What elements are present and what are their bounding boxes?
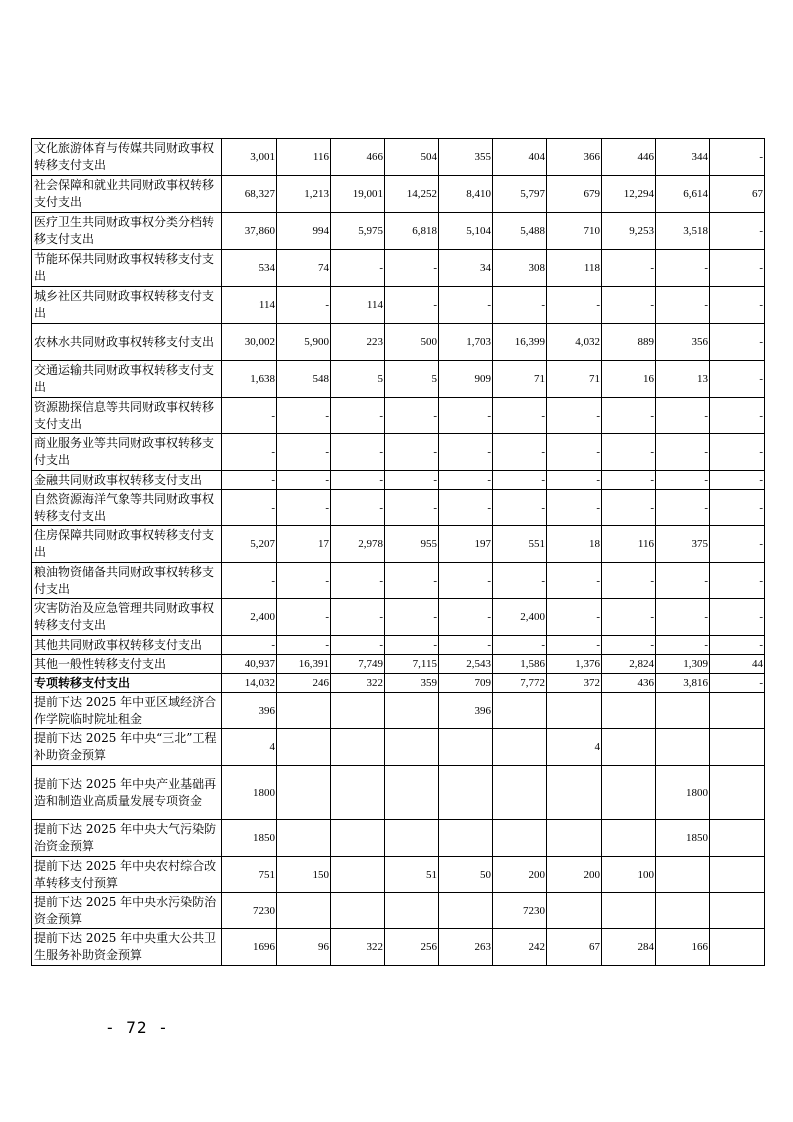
value-cell: 5,797 bbox=[493, 176, 547, 213]
value-cell bbox=[439, 893, 493, 929]
value-cell: 5,900 bbox=[277, 324, 331, 361]
value-cell: - bbox=[331, 636, 385, 655]
value-cell: 994 bbox=[277, 213, 331, 250]
table-row bbox=[32, 526, 765, 563]
value-cell: - bbox=[710, 599, 765, 636]
value-cell: - bbox=[385, 636, 439, 655]
value-cell: 5,488 bbox=[493, 213, 547, 250]
value-cell: - bbox=[439, 490, 493, 526]
row-label: 提前下达 2025 年中亚区域经济合作学院临时院址租金 bbox=[32, 693, 222, 729]
value-cell bbox=[277, 820, 331, 857]
value-cell: 7230 bbox=[222, 893, 277, 929]
value-cell: - bbox=[602, 434, 656, 471]
value-cell: - bbox=[710, 636, 765, 655]
value-cell: 1800 bbox=[656, 766, 710, 820]
value-cell: 96 bbox=[277, 929, 331, 966]
value-cell: - bbox=[439, 434, 493, 471]
row-label: 提前下达 2025 年中央“三北”工程补助资金预算 bbox=[32, 729, 222, 766]
value-cell: 4 bbox=[547, 729, 602, 766]
value-cell: - bbox=[277, 434, 331, 471]
value-cell: 534 bbox=[222, 250, 277, 287]
table-row bbox=[32, 766, 765, 820]
row-label: 住房保障共同财政事权转移支付支出 bbox=[32, 526, 222, 563]
value-cell: - bbox=[385, 563, 439, 599]
value-cell bbox=[277, 693, 331, 729]
table-row bbox=[32, 599, 765, 636]
row-label: 提前下达 2025 年中央水污染防治资金预算 bbox=[32, 893, 222, 929]
value-cell: - bbox=[602, 599, 656, 636]
value-cell bbox=[710, 820, 765, 857]
value-cell: - bbox=[277, 471, 331, 490]
row-label: 粮油物资储备共同财政事权转移支付支出 bbox=[32, 563, 222, 599]
value-cell: - bbox=[385, 434, 439, 471]
value-cell: 51 bbox=[385, 857, 439, 893]
value-cell: - bbox=[222, 398, 277, 434]
value-cell: 2,400 bbox=[222, 599, 277, 636]
value-cell: - bbox=[439, 398, 493, 434]
value-cell: 709 bbox=[439, 674, 493, 693]
value-cell: - bbox=[547, 490, 602, 526]
value-cell: - bbox=[493, 490, 547, 526]
value-cell: - bbox=[331, 250, 385, 287]
page-number: - 72 - bbox=[105, 1018, 169, 1037]
value-cell: 500 bbox=[385, 324, 439, 361]
value-cell: 223 bbox=[331, 324, 385, 361]
value-cell: 246 bbox=[277, 674, 331, 693]
value-cell: 200 bbox=[547, 857, 602, 893]
value-cell: 13 bbox=[656, 361, 710, 398]
value-cell: 14,252 bbox=[385, 176, 439, 213]
value-cell: 344 bbox=[656, 139, 710, 176]
value-cell: - bbox=[493, 398, 547, 434]
value-cell bbox=[331, 693, 385, 729]
row-label: 医疗卫生共同财政事权分类分档转移支付支出 bbox=[32, 213, 222, 250]
value-cell: 1696 bbox=[222, 929, 277, 966]
table-row bbox=[32, 674, 765, 693]
row-label: 金融共同财政事权转移支付支出 bbox=[32, 471, 222, 490]
row-label: 自然资源海洋气象等共同财政事权转移支付支出 bbox=[32, 490, 222, 526]
table-body bbox=[32, 139, 765, 966]
value-cell bbox=[656, 857, 710, 893]
value-cell: 40,937 bbox=[222, 655, 277, 674]
value-cell: 37,860 bbox=[222, 213, 277, 250]
value-cell: 3,518 bbox=[656, 213, 710, 250]
value-cell bbox=[331, 729, 385, 766]
row-label: 提前下达 2025 年中央重大公共卫生服务补助资金预算 bbox=[32, 929, 222, 966]
value-cell: 114 bbox=[331, 287, 385, 324]
value-cell: 2,824 bbox=[602, 655, 656, 674]
value-cell: 308 bbox=[493, 250, 547, 287]
value-cell: - bbox=[331, 398, 385, 434]
value-cell: 17 bbox=[277, 526, 331, 563]
value-cell: 356 bbox=[656, 324, 710, 361]
value-cell: - bbox=[222, 636, 277, 655]
value-cell: - bbox=[547, 471, 602, 490]
value-cell: 6,614 bbox=[656, 176, 710, 213]
value-cell: 67 bbox=[547, 929, 602, 966]
value-cell: - bbox=[710, 490, 765, 526]
value-cell: - bbox=[602, 636, 656, 655]
value-cell: 355 bbox=[439, 139, 493, 176]
value-cell: 1800 bbox=[222, 766, 277, 820]
value-cell: - bbox=[439, 287, 493, 324]
value-cell: - bbox=[602, 490, 656, 526]
value-cell: 446 bbox=[602, 139, 656, 176]
value-cell bbox=[331, 766, 385, 820]
table-row bbox=[32, 361, 765, 398]
value-cell: 359 bbox=[385, 674, 439, 693]
value-cell: 6,818 bbox=[385, 213, 439, 250]
value-cell: 1,213 bbox=[277, 176, 331, 213]
value-cell: - bbox=[656, 599, 710, 636]
value-cell: 12,294 bbox=[602, 176, 656, 213]
value-cell: 2,400 bbox=[493, 599, 547, 636]
value-cell bbox=[493, 766, 547, 820]
value-cell bbox=[547, 820, 602, 857]
value-cell: - bbox=[547, 398, 602, 434]
value-cell: 5 bbox=[331, 361, 385, 398]
row-label: 提前下达 2025 年中央产业基础再造和制造业高质量发展专项资金 bbox=[32, 766, 222, 820]
value-cell bbox=[385, 820, 439, 857]
value-cell: 889 bbox=[602, 324, 656, 361]
value-cell bbox=[710, 729, 765, 766]
value-cell: 504 bbox=[385, 139, 439, 176]
value-cell bbox=[331, 893, 385, 929]
value-cell: 404 bbox=[493, 139, 547, 176]
value-cell bbox=[710, 929, 765, 966]
value-cell: 710 bbox=[547, 213, 602, 250]
value-cell bbox=[547, 893, 602, 929]
value-cell bbox=[277, 766, 331, 820]
value-cell: - bbox=[439, 636, 493, 655]
value-cell bbox=[710, 693, 765, 729]
value-cell: - bbox=[331, 490, 385, 526]
value-cell: - bbox=[222, 490, 277, 526]
value-cell: - bbox=[385, 599, 439, 636]
value-cell: - bbox=[710, 434, 765, 471]
value-cell: 5,207 bbox=[222, 526, 277, 563]
value-cell bbox=[493, 729, 547, 766]
value-cell: - bbox=[439, 599, 493, 636]
value-cell: - bbox=[710, 250, 765, 287]
row-label: 农林水共同财政事权转移支付支出 bbox=[32, 324, 222, 361]
table-row bbox=[32, 857, 765, 893]
value-cell: 4,032 bbox=[547, 324, 602, 361]
value-cell bbox=[547, 766, 602, 820]
value-cell: 5,975 bbox=[331, 213, 385, 250]
value-cell: 1,703 bbox=[439, 324, 493, 361]
value-cell: 551 bbox=[493, 526, 547, 563]
row-label: 社会保障和就业共同财政事权转移支付支出 bbox=[32, 176, 222, 213]
value-cell: 1,638 bbox=[222, 361, 277, 398]
table-row bbox=[32, 929, 765, 966]
value-cell: 7,749 bbox=[331, 655, 385, 674]
value-cell: 955 bbox=[385, 526, 439, 563]
value-cell: - bbox=[710, 526, 765, 563]
value-cell: 200 bbox=[493, 857, 547, 893]
table-row bbox=[32, 655, 765, 674]
value-cell: 2,978 bbox=[331, 526, 385, 563]
value-cell bbox=[277, 893, 331, 929]
value-cell: 396 bbox=[222, 693, 277, 729]
value-cell: - bbox=[277, 563, 331, 599]
value-cell: 116 bbox=[602, 526, 656, 563]
value-cell: 2,543 bbox=[439, 655, 493, 674]
value-cell: - bbox=[602, 287, 656, 324]
value-cell: - bbox=[656, 490, 710, 526]
value-cell: - bbox=[710, 563, 765, 599]
value-cell bbox=[656, 729, 710, 766]
transfer-payment-table bbox=[31, 138, 765, 966]
value-cell: 166 bbox=[656, 929, 710, 966]
value-cell: 34 bbox=[439, 250, 493, 287]
value-cell: - bbox=[710, 674, 765, 693]
value-cell: - bbox=[656, 636, 710, 655]
value-cell: 16,391 bbox=[277, 655, 331, 674]
value-cell: 16 bbox=[602, 361, 656, 398]
value-cell: - bbox=[439, 471, 493, 490]
value-cell: - bbox=[331, 434, 385, 471]
value-cell: 1850 bbox=[656, 820, 710, 857]
value-cell: 19,001 bbox=[331, 176, 385, 213]
row-label: 其他共同财政事权转移支付支出 bbox=[32, 636, 222, 655]
value-cell: - bbox=[385, 287, 439, 324]
value-cell bbox=[385, 766, 439, 820]
value-cell: - bbox=[602, 250, 656, 287]
value-cell: 7,772 bbox=[493, 674, 547, 693]
value-cell: - bbox=[656, 471, 710, 490]
row-label: 灾害防治及应急管理共同财政事权转移支付支出 bbox=[32, 599, 222, 636]
value-cell: - bbox=[547, 636, 602, 655]
value-cell: 375 bbox=[656, 526, 710, 563]
value-cell: - bbox=[493, 434, 547, 471]
table-row bbox=[32, 434, 765, 471]
value-cell: 322 bbox=[331, 929, 385, 966]
value-cell: 7,115 bbox=[385, 655, 439, 674]
value-cell: 100 bbox=[602, 857, 656, 893]
value-cell: 751 bbox=[222, 857, 277, 893]
value-cell: - bbox=[710, 139, 765, 176]
row-label: 文化旅游体育与传媒共同财政事权转移支付支出 bbox=[32, 139, 222, 176]
value-cell: - bbox=[710, 287, 765, 324]
value-cell: - bbox=[547, 434, 602, 471]
value-cell: 114 bbox=[222, 287, 277, 324]
table-row bbox=[32, 398, 765, 434]
value-cell: - bbox=[331, 563, 385, 599]
value-cell: - bbox=[222, 471, 277, 490]
value-cell: 1850 bbox=[222, 820, 277, 857]
value-cell: - bbox=[656, 563, 710, 599]
value-cell: - bbox=[277, 599, 331, 636]
value-cell: - bbox=[222, 434, 277, 471]
row-label: 商业服务业等共同财政事权转移支付支出 bbox=[32, 434, 222, 471]
table-row bbox=[32, 563, 765, 599]
value-cell: 263 bbox=[439, 929, 493, 966]
value-cell: 7230 bbox=[493, 893, 547, 929]
value-cell: 71 bbox=[547, 361, 602, 398]
value-cell: 372 bbox=[547, 674, 602, 693]
value-cell bbox=[493, 693, 547, 729]
row-label: 资源勘探信息等共同财政事权转移支付支出 bbox=[32, 398, 222, 434]
value-cell: 71 bbox=[493, 361, 547, 398]
value-cell: 436 bbox=[602, 674, 656, 693]
row-label: 交通运输共同财政事权转移支付支出 bbox=[32, 361, 222, 398]
value-cell: 44 bbox=[710, 655, 765, 674]
row-label: 提前下达 2025 年中央大气污染防治资金预算 bbox=[32, 820, 222, 857]
value-cell: - bbox=[547, 287, 602, 324]
value-cell: 116 bbox=[277, 139, 331, 176]
value-cell: - bbox=[277, 398, 331, 434]
value-cell bbox=[331, 857, 385, 893]
value-cell: - bbox=[331, 471, 385, 490]
value-cell: 8,410 bbox=[439, 176, 493, 213]
value-cell: - bbox=[277, 287, 331, 324]
value-cell: 679 bbox=[547, 176, 602, 213]
value-cell bbox=[602, 820, 656, 857]
value-cell bbox=[710, 766, 765, 820]
value-cell: - bbox=[710, 213, 765, 250]
value-cell bbox=[656, 893, 710, 929]
value-cell bbox=[331, 820, 385, 857]
value-cell: - bbox=[439, 563, 493, 599]
table-row bbox=[32, 490, 765, 526]
value-cell bbox=[493, 820, 547, 857]
value-cell bbox=[547, 693, 602, 729]
value-cell: 197 bbox=[439, 526, 493, 563]
value-cell: 256 bbox=[385, 929, 439, 966]
value-cell: - bbox=[656, 434, 710, 471]
value-cell: 396 bbox=[439, 693, 493, 729]
table-row bbox=[32, 893, 765, 929]
value-cell: 9,253 bbox=[602, 213, 656, 250]
value-cell: 284 bbox=[602, 929, 656, 966]
value-cell bbox=[602, 693, 656, 729]
value-cell: - bbox=[385, 398, 439, 434]
value-cell: - bbox=[385, 471, 439, 490]
value-cell bbox=[385, 893, 439, 929]
value-cell: - bbox=[710, 398, 765, 434]
value-cell: - bbox=[656, 250, 710, 287]
value-cell: - bbox=[385, 250, 439, 287]
value-cell: 3,816 bbox=[656, 674, 710, 693]
value-cell: - bbox=[602, 471, 656, 490]
table-row bbox=[32, 729, 765, 766]
value-cell: 322 bbox=[331, 674, 385, 693]
value-cell bbox=[385, 693, 439, 729]
value-cell: 366 bbox=[547, 139, 602, 176]
value-cell bbox=[439, 729, 493, 766]
value-cell: 242 bbox=[493, 929, 547, 966]
value-cell: 14,032 bbox=[222, 674, 277, 693]
table-row bbox=[32, 693, 765, 729]
value-cell: 18 bbox=[547, 526, 602, 563]
value-cell bbox=[439, 766, 493, 820]
table-row bbox=[32, 250, 765, 287]
value-cell bbox=[710, 857, 765, 893]
value-cell: 5,104 bbox=[439, 213, 493, 250]
value-cell: - bbox=[547, 563, 602, 599]
value-cell: 5 bbox=[385, 361, 439, 398]
value-cell: 50 bbox=[439, 857, 493, 893]
value-cell: 1,309 bbox=[656, 655, 710, 674]
value-cell: - bbox=[493, 636, 547, 655]
value-cell: 909 bbox=[439, 361, 493, 398]
table-row bbox=[32, 213, 765, 250]
table-row bbox=[32, 176, 765, 213]
value-cell: - bbox=[493, 563, 547, 599]
value-cell: 30,002 bbox=[222, 324, 277, 361]
value-cell: - bbox=[277, 636, 331, 655]
value-cell: - bbox=[277, 490, 331, 526]
value-cell: 3,001 bbox=[222, 139, 277, 176]
row-label: 城乡社区共同财政事权转移支付支出 bbox=[32, 287, 222, 324]
value-cell bbox=[385, 729, 439, 766]
value-cell: - bbox=[710, 324, 765, 361]
value-cell: - bbox=[710, 471, 765, 490]
table-row bbox=[32, 820, 765, 857]
table-row bbox=[32, 324, 765, 361]
value-cell: 1,376 bbox=[547, 655, 602, 674]
value-cell: 1,586 bbox=[493, 655, 547, 674]
value-cell: - bbox=[710, 361, 765, 398]
value-cell: 67 bbox=[710, 176, 765, 213]
value-cell: - bbox=[222, 563, 277, 599]
row-label: 其他一般性转移支付支出 bbox=[32, 655, 222, 674]
row-label: 提前下达 2025 年中央农村综合改革转移支付预算 bbox=[32, 857, 222, 893]
value-cell: 466 bbox=[331, 139, 385, 176]
value-cell: - bbox=[385, 490, 439, 526]
value-cell bbox=[602, 766, 656, 820]
value-cell: - bbox=[656, 287, 710, 324]
table-row bbox=[32, 287, 765, 324]
value-cell: 548 bbox=[277, 361, 331, 398]
value-cell bbox=[602, 729, 656, 766]
value-cell: - bbox=[493, 471, 547, 490]
value-cell: 74 bbox=[277, 250, 331, 287]
value-cell bbox=[710, 893, 765, 929]
value-cell bbox=[602, 893, 656, 929]
value-cell: - bbox=[331, 599, 385, 636]
value-cell: - bbox=[547, 599, 602, 636]
value-cell: 118 bbox=[547, 250, 602, 287]
row-label: 节能环保共同财政事权转移支付支出 bbox=[32, 250, 222, 287]
value-cell: - bbox=[493, 287, 547, 324]
value-cell bbox=[439, 820, 493, 857]
value-cell bbox=[277, 729, 331, 766]
value-cell: - bbox=[656, 398, 710, 434]
table-row bbox=[32, 139, 765, 176]
value-cell: 150 bbox=[277, 857, 331, 893]
value-cell: - bbox=[602, 563, 656, 599]
table-row bbox=[32, 636, 765, 655]
value-cell: 4 bbox=[222, 729, 277, 766]
value-cell: 16,399 bbox=[493, 324, 547, 361]
table-row bbox=[32, 471, 765, 490]
row-label: 专项转移支付支出 bbox=[32, 674, 222, 693]
value-cell bbox=[656, 693, 710, 729]
value-cell: 68,327 bbox=[222, 176, 277, 213]
value-cell: - bbox=[602, 398, 656, 434]
